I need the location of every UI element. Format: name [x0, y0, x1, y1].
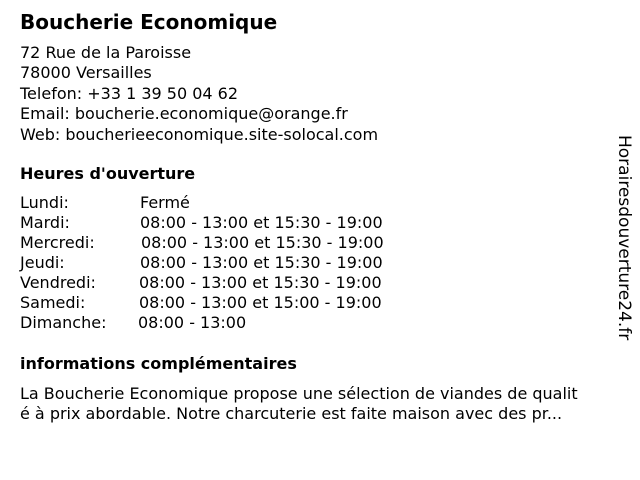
time-range: 08:00 - 13:00 et 15:30 - 19:00 — [140, 253, 383, 272]
day-label: Dimanche: — [20, 313, 107, 332]
info-line: é à prix abordable. Notre charcuterie est faite maison avec des pr... — [20, 404, 563, 423]
web-text: Web: boucherieeconomique.site-solocal.com — [20, 124, 379, 144]
info-heading: informations complémentaires — [20, 354, 297, 373]
business-name: Boucherie Economique — [20, 10, 278, 34]
phone-text: Telefon: +33 1 39 50 04 62 — [20, 83, 239, 103]
day-label: Samedi: — [20, 293, 86, 312]
day-label: Vendredi: — [20, 273, 96, 292]
time-range: 08:00 - 13:00 et 15:30 - 19:00 — [140, 213, 383, 232]
day-label: Jeudi: — [20, 253, 65, 272]
time-range: 08:00 - 13:00 et 15:30 - 19:00 — [139, 273, 382, 292]
email-text: Email: boucherie.economique@orange.fr — [20, 104, 348, 124]
time-range: 08:00 - 13:00 et 15:30 - 19:00 — [141, 233, 384, 252]
info-line: La Boucherie Economique propose une sélection de viandes de qualit — [20, 384, 578, 403]
time-range: 08:00 - 13:00 et 15:00 - 19:00 — [139, 293, 382, 312]
info-description — [20, 384, 620, 424]
day-label: Lundi: — [20, 193, 69, 212]
address-street: 72 Rue de la Paroisse — [20, 43, 192, 62]
time-range: Fermé — [140, 193, 190, 212]
contact-block — [20, 43, 378, 145]
address-city: 78000 Versailles — [20, 63, 152, 83]
hours-heading: Heures d'ouverture — [20, 164, 196, 183]
time-range: 08:00 - 13:00 — [138, 313, 247, 332]
day-label: Mardi: — [20, 213, 70, 232]
site-watermark: Horairesdouverture24.fr — [614, 135, 634, 341]
day-label: Mercredi: — [20, 233, 95, 252]
